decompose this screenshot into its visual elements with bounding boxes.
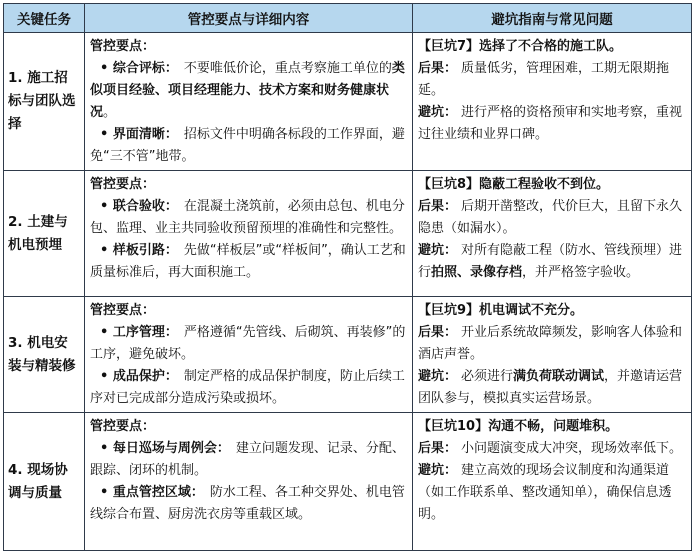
avoid-text: 对所有隐蔽工程（防水、管线预埋）进行 bbox=[418, 243, 683, 280]
pitfall-title: 【巨坑7】选择了不合格的施工队。 bbox=[418, 39, 623, 54]
task-label: 1. 施工招标与团队选择 bbox=[8, 70, 76, 132]
avoid-text: 建立高效的现场会议制度和沟通渠道（如工作联系单、整改通知单），确保信息透明。 bbox=[418, 463, 672, 522]
header-control-points: 管控要点与详细内容 bbox=[85, 4, 413, 33]
task-cell bbox=[4, 171, 85, 297]
point-label: • 工序管理 bbox=[100, 325, 165, 340]
avoid-text: 进行严格的资格预审和实地考察，重视过往业绩和业界口碑。 bbox=[418, 105, 683, 142]
avoid-line bbox=[418, 366, 687, 410]
point-colon: ： bbox=[164, 325, 178, 340]
avoid-key: 避坑： bbox=[418, 369, 458, 384]
avoid-line bbox=[418, 102, 687, 146]
table-row bbox=[4, 297, 692, 413]
avoid-line bbox=[418, 240, 687, 284]
pitfall-cell bbox=[413, 297, 692, 413]
avoid-text: ，并严格签字验收。 bbox=[522, 265, 640, 280]
point-label: • 综合评标 bbox=[100, 61, 165, 76]
consequence-key: 后果： bbox=[418, 199, 458, 214]
point-colon: ： bbox=[164, 199, 178, 214]
control-cell bbox=[85, 413, 413, 551]
consequence-line bbox=[418, 58, 687, 102]
control-point bbox=[90, 366, 408, 410]
control-heading: 管控要点： bbox=[90, 419, 156, 434]
avoid-key: 避坑： bbox=[418, 463, 458, 478]
header-row bbox=[4, 4, 692, 33]
avoid-line bbox=[418, 460, 687, 526]
point-text: 防水工程、各工种交界处、机电管线综合布置、厨房洗衣房等重载区域。 bbox=[90, 485, 405, 522]
point-label: • 每日巡场与周例会 bbox=[100, 441, 217, 456]
point-label: • 联合验收 bbox=[100, 199, 165, 214]
consequence-line bbox=[418, 438, 687, 460]
consequence-text: 后期开凿整改，代价巨大，且留下永久隐患（如漏水）。 bbox=[418, 199, 683, 236]
pitfall-title: 【巨坑10】沟通不畅，问题堆积。 bbox=[418, 419, 619, 434]
point-text: 制定严格的成品保护制度，防止后续工序对已完成部分造成污染或损坏。 bbox=[90, 369, 405, 406]
consequence-text: 开业后系统故障频发，影响客人体验和酒店声誉。 bbox=[418, 325, 683, 362]
header-pitfall-guide: 避坑指南与常见问题 bbox=[413, 4, 692, 33]
consequence-key: 后果： bbox=[418, 441, 458, 456]
point-text: 招标文件中明确各标段的工作界面，避免“三不管”地带。 bbox=[90, 127, 405, 164]
avoid-emphasis: 拍照、录像存档 bbox=[431, 265, 523, 280]
consequence-text: 质量低劣，管理困难，工期无限期拖延。 bbox=[418, 61, 670, 98]
consequence-line bbox=[418, 196, 687, 240]
point-colon: ： bbox=[164, 243, 178, 258]
table-row bbox=[4, 413, 692, 551]
control-point bbox=[90, 438, 408, 482]
control-point bbox=[90, 124, 408, 168]
table-row bbox=[4, 171, 692, 297]
consequence-key: 后果： bbox=[418, 61, 458, 76]
point-text: 先做“样板层”或“样板间”，确认工艺和质量标准后，再大面积施工。 bbox=[90, 243, 406, 280]
task-cell bbox=[4, 297, 85, 413]
control-cell bbox=[85, 297, 413, 413]
construction-control-table bbox=[3, 3, 692, 551]
pitfall-title: 【巨坑8】隐蔽工程验收不到位。 bbox=[418, 177, 610, 192]
control-point bbox=[90, 58, 408, 124]
task-label: 4. 现场协调与质量 bbox=[8, 461, 68, 501]
control-point bbox=[90, 240, 408, 284]
control-point bbox=[90, 196, 408, 240]
table-row bbox=[4, 33, 692, 171]
control-heading: 管控要点： bbox=[90, 177, 156, 192]
point-text: 在混凝土浇筑前，必须由总包、机电分包、监理、业主共同验收预留预埋的准确性和完整性。 bbox=[90, 199, 405, 236]
pitfall-title: 【巨坑9】机电调试不充分。 bbox=[418, 303, 584, 318]
avoid-key: 避坑： bbox=[418, 243, 458, 258]
consequence-key: 后果： bbox=[418, 325, 458, 340]
avoid-text: 必须进行 bbox=[461, 369, 514, 384]
point-label: • 成品保护 bbox=[100, 369, 165, 384]
task-cell bbox=[4, 33, 85, 171]
point-label: • 重点管控区域 bbox=[100, 485, 191, 500]
control-point bbox=[90, 482, 408, 526]
control-heading: 管控要点： bbox=[90, 39, 156, 54]
consequence-text: 小问题演变成大冲突，现场效率低下。 bbox=[461, 441, 683, 456]
consequence-line bbox=[418, 322, 687, 366]
task-label: 3. 机电安装与精装修 bbox=[8, 334, 76, 374]
point-colon: ： bbox=[164, 127, 178, 142]
pitfall-cell bbox=[413, 171, 692, 297]
control-point bbox=[90, 322, 408, 366]
avoid-emphasis: 满负荷联动调试 bbox=[513, 369, 605, 384]
point-label: • 样板引路 bbox=[100, 243, 165, 258]
point-tail: 。 bbox=[103, 105, 117, 120]
point-colon: ： bbox=[190, 485, 204, 500]
task-cell bbox=[4, 413, 85, 551]
avoid-text: ，并邀请运营团队参与，模拟真实运营场景。 bbox=[418, 369, 683, 406]
pitfall-cell bbox=[413, 413, 692, 551]
header-key-task: 关键任务 bbox=[4, 4, 85, 33]
point-colon: ： bbox=[164, 61, 178, 76]
control-cell bbox=[85, 171, 413, 297]
point-colon: ： bbox=[164, 369, 178, 384]
point-text: 建立问题发现、记录、分配、跟踪、闭环的机制。 bbox=[90, 441, 405, 478]
point-emphasis: 类似项目经验、项目经理能力、技术方案和财务健康状况 bbox=[90, 61, 405, 120]
task-label: 2. 土建与机电预埋 bbox=[8, 213, 68, 253]
table-body bbox=[4, 33, 692, 551]
control-cell bbox=[85, 33, 413, 171]
point-label: • 界面清晰 bbox=[100, 127, 165, 142]
avoid-key: 避坑： bbox=[418, 105, 458, 120]
control-heading: 管控要点： bbox=[90, 303, 156, 318]
pitfall-cell bbox=[413, 33, 692, 171]
point-text: 不要唯低价论，重点考察施工单位的 bbox=[183, 61, 392, 76]
point-text: 严格遵循“先管线、后砌筑、再装修”的工序，避免破坏。 bbox=[90, 325, 406, 362]
point-colon: ： bbox=[216, 441, 230, 456]
